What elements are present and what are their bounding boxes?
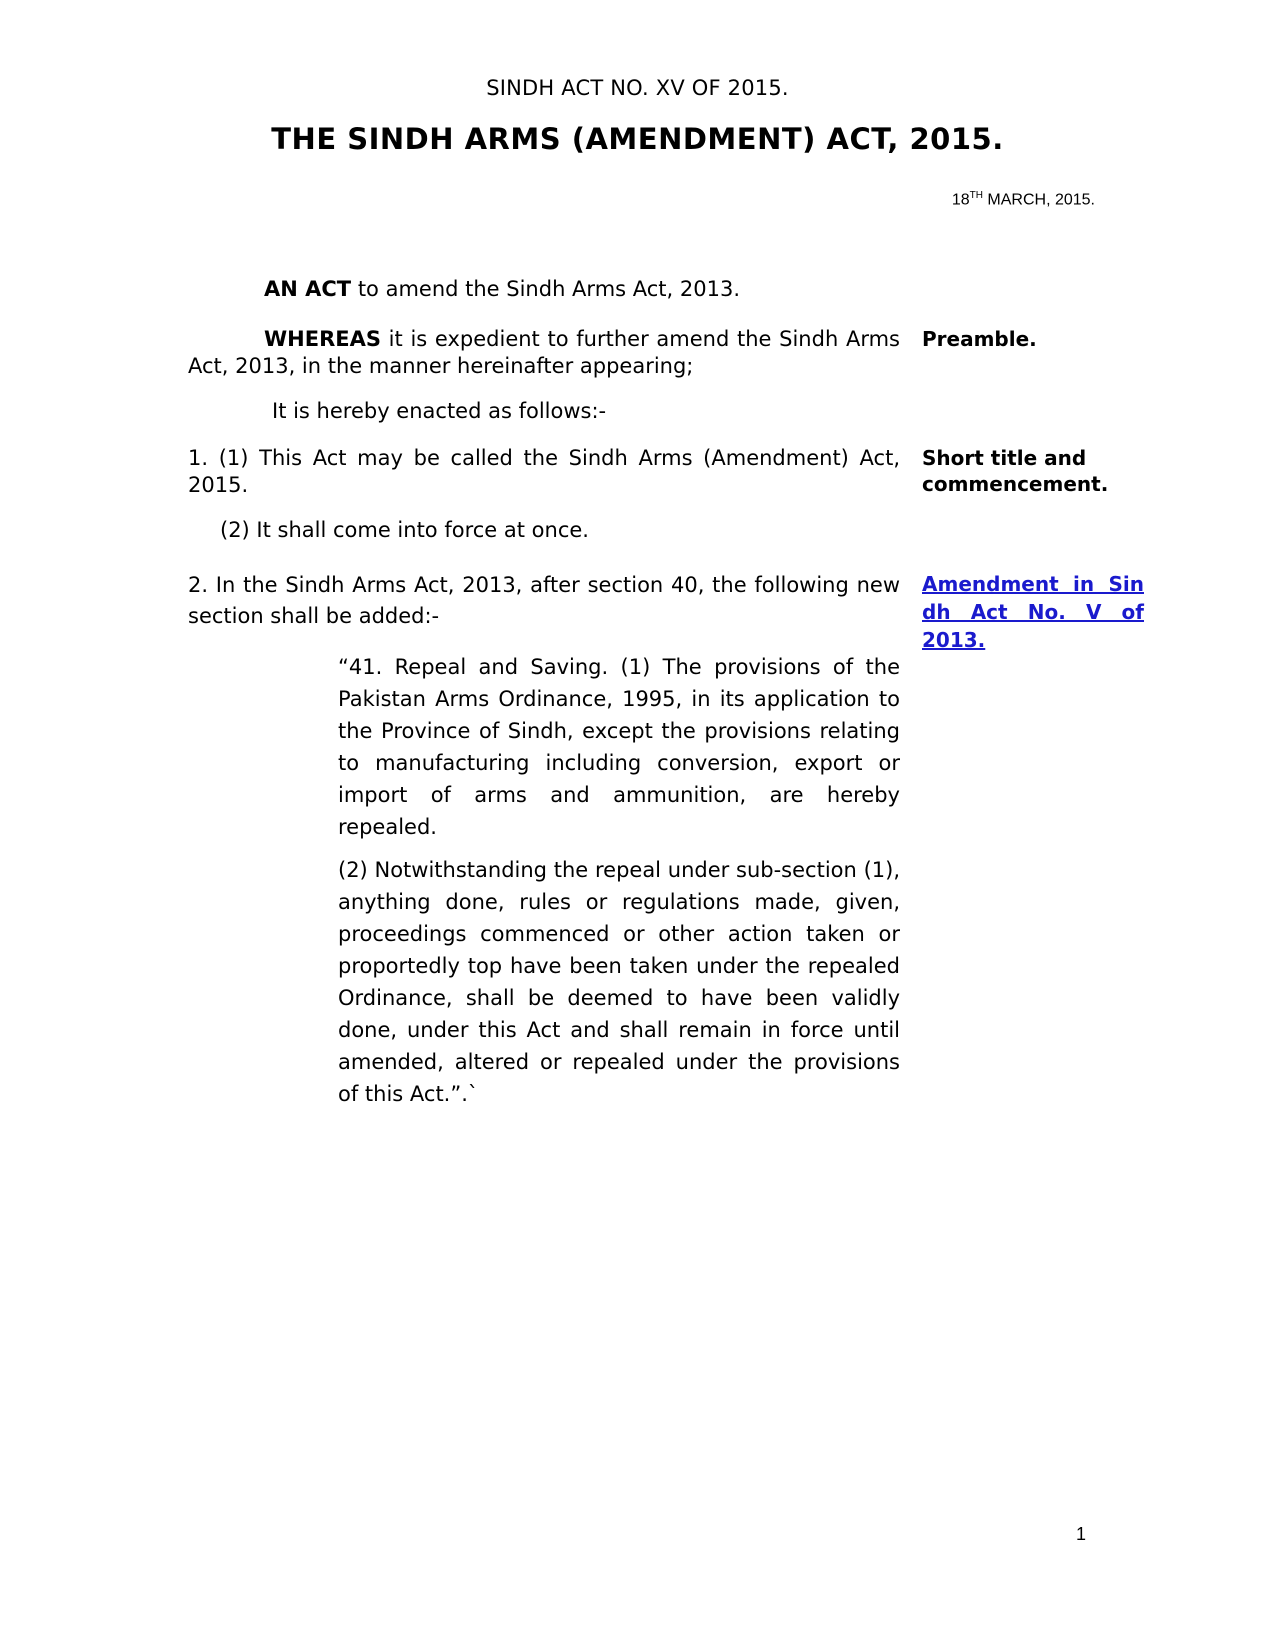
page-title: THE SINDH ARMS (AMENDMENT) ACT, 2015. [271, 122, 1004, 156]
preamble-text: it is expedient to further amend the Sindh Arms Act, 2013, in the manner hereinafter appearing; [188, 327, 900, 378]
date-suffix: TH [969, 190, 983, 201]
quoted-section-41-subsection-2: (2) Notwithstanding the repeal under sub-section (1), anything done, rules or regulations made, given, proceedings commenced or other action taken or proportedly top have been taken under the repealed Ordinance, shall be deemed to have been validly done, under this Act and shall remain in force until amended, altered or repealed under the provisions of this Act.”.` [338, 858, 900, 1106]
section-1-subsection-1: 1. (1) This Act may be called the Sindh Arms (Amendment) Act, 2015. [188, 446, 900, 497]
an-act-label: AN ACT [264, 277, 352, 301]
date-day: 18 [951, 191, 970, 209]
preamble-paragraph [188, 326, 900, 380]
section-1-subsection-2: (2) It shall come into force at once. [220, 518, 589, 542]
an-act-paragraph [188, 276, 900, 303]
margin-note-short-title [922, 445, 1144, 497]
act-number: SINDH ACT NO. XV OF 2015. [486, 76, 789, 100]
amendment-link-line2: dh Act No. V of [922, 600, 1144, 624]
page-number: 1 [1076, 1524, 1087, 1544]
quoted-section-41-subsection-1: “41. Repeal and Saving. (1) The provisions of the Pakistan Arms Ordinance, 1995, in its application to the Province of Sindh, except the provisions relating to manufacturing including conversion, export or import of arms and ammunition, are hereby repealed. [338, 655, 900, 839]
amendment-link-line3: 2013. [922, 628, 986, 652]
margin-note-short-title-line1: Short title and [922, 446, 1087, 470]
margin-note-short-title-line2: commencement. [922, 472, 1109, 496]
section-2-paragraph: 2. In the Sindh Arms Act, 2013, after section 40, the following new section shall be added:- [188, 573, 900, 628]
date-month-year: MARCH, 2015. [982, 191, 1095, 209]
margin-note-preamble: Preamble. [922, 327, 1037, 351]
an-act-text: to amend the Sindh Arms Act, 2013. [351, 277, 741, 301]
enactment-date [952, 190, 1095, 209]
enacting-clause: It is hereby enacted as follows:- [272, 399, 607, 423]
amendment-link-line1: Amendment in Sin [922, 572, 1144, 596]
amendment-link[interactable] [922, 570, 1144, 654]
whereas-label: WHEREAS [264, 327, 381, 351]
